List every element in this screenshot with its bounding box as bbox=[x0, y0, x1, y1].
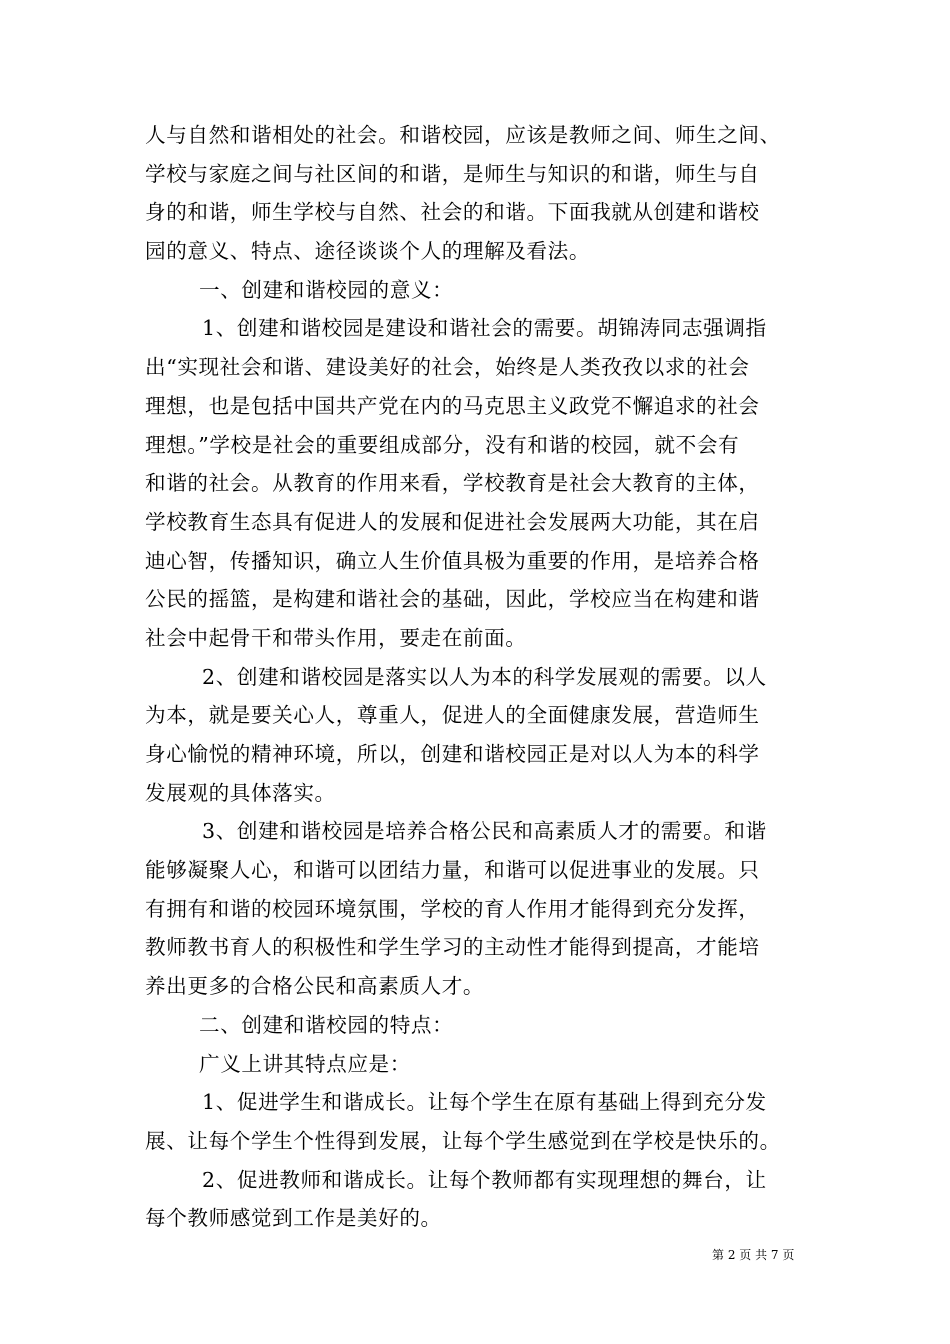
page-number-footer: 第 2 页 共 7 页 bbox=[712, 1248, 795, 1262]
text-line: 1、促进学生和谐成长。让每个学生在原有基础上得到充分发 bbox=[202, 1090, 767, 1115]
text-line: 展、让每个学生个性得到发展，让每个学生感觉到在学校是快乐的。 bbox=[145, 1128, 781, 1153]
section-heading-features bbox=[145, 1006, 815, 1045]
text-line: 公民的摇篮，是构建和谐社会的基础，因此，学校应当在构建和谐 bbox=[145, 587, 760, 612]
text-line: 2、促进教师和谐成长。让每个教师都有实现理想的舞台，让 bbox=[202, 1167, 767, 1192]
text-line: 2、创建和谐校园是落实以人为本的科学发展观的需要。以人 bbox=[202, 664, 767, 689]
text-line: 理想。”学校是社会的重要组成部分，没有和谐的校园，就不会有 bbox=[145, 432, 740, 457]
text-line: 社会中起骨干和带头作用，要走在前面。 bbox=[145, 625, 527, 650]
paragraph-feature-1 bbox=[145, 1083, 815, 1160]
text-line: 1、创建和谐校园是建设和谐社会的需要。胡锦涛同志强调指 bbox=[202, 316, 767, 341]
text-line: 有拥有和谐的校园环境氛围，学校的育人作用才能得到充分发挥， bbox=[145, 896, 760, 921]
text-line: 人与自然和谐相处的社会。和谐校园，应该是教师之间、师生之间、 bbox=[145, 123, 781, 147]
text-line: 教师教书育人的积极性和学生学习的主动性才能得到提高，才能培 bbox=[145, 935, 760, 960]
text-line: 理想，也是包括中国共产党在内的马克思主义政党不懈追求的社会 bbox=[145, 393, 760, 418]
document-body bbox=[145, 116, 815, 1238]
text-line: 能够凝聚人心，和谐可以团结力量，和谐可以促进事业的发展。只 bbox=[145, 858, 760, 883]
text-line: 3、创建和谐校园是培养合格公民和高素质人才的需要。和谐 bbox=[202, 819, 767, 844]
heading-line: 一、创建和谐校园的意义： bbox=[199, 277, 454, 302]
text-line: 广义上讲其特点应是： bbox=[199, 1051, 411, 1076]
text-line: 身心愉悦的精神环境，所以，创建和谐校园正是对以人为本的科学 bbox=[145, 742, 760, 766]
text-line: 发展观的具体落实。 bbox=[145, 780, 336, 805]
text-line: 学校教育生态具有促进人的发展和促进社会发展两大功能，其在启 bbox=[145, 509, 760, 534]
text-line: 园的意义、特点、途径谈谈个人的理解及看法。 bbox=[145, 239, 591, 264]
text-line: 为本，就是要关心人，尊重人，促进人的全面健康发展，营造师生 bbox=[145, 703, 760, 728]
text-line: 学校与家庭之间与社区间的和谐，是师生与知识的和谐，师生与自 bbox=[145, 161, 760, 186]
text-line: 迪心智，传播知识，确立人生价值具极为重要的作用，是培养合格 bbox=[145, 548, 760, 573]
paragraph-point-3 bbox=[145, 812, 815, 1005]
paragraph-intro bbox=[145, 116, 815, 271]
text-line: 和谐的社会。从教育的作用来看，学校教育是社会大教育的主体， bbox=[145, 471, 760, 496]
text-line: 身的和谐，师生学校与自然、社会的和谐。下面我就从创建和谐校 bbox=[145, 200, 760, 225]
section-heading-significance bbox=[145, 271, 815, 310]
paragraph-point-2 bbox=[145, 658, 815, 813]
text-line: 出“实现社会和谐、建设美好的社会，始终是人类孜孜以求的社会 bbox=[145, 355, 750, 380]
text-line: 每个教师感觉到工作是美好的。 bbox=[145, 1206, 442, 1231]
text-line: 养出更多的合格公民和高素质人才。 bbox=[145, 974, 485, 999]
paragraph-features-intro bbox=[145, 1045, 815, 1084]
paragraph-feature-2 bbox=[145, 1161, 815, 1238]
heading-line: 二、创建和谐校园的特点： bbox=[199, 1012, 454, 1037]
paragraph-point-1 bbox=[145, 309, 815, 657]
